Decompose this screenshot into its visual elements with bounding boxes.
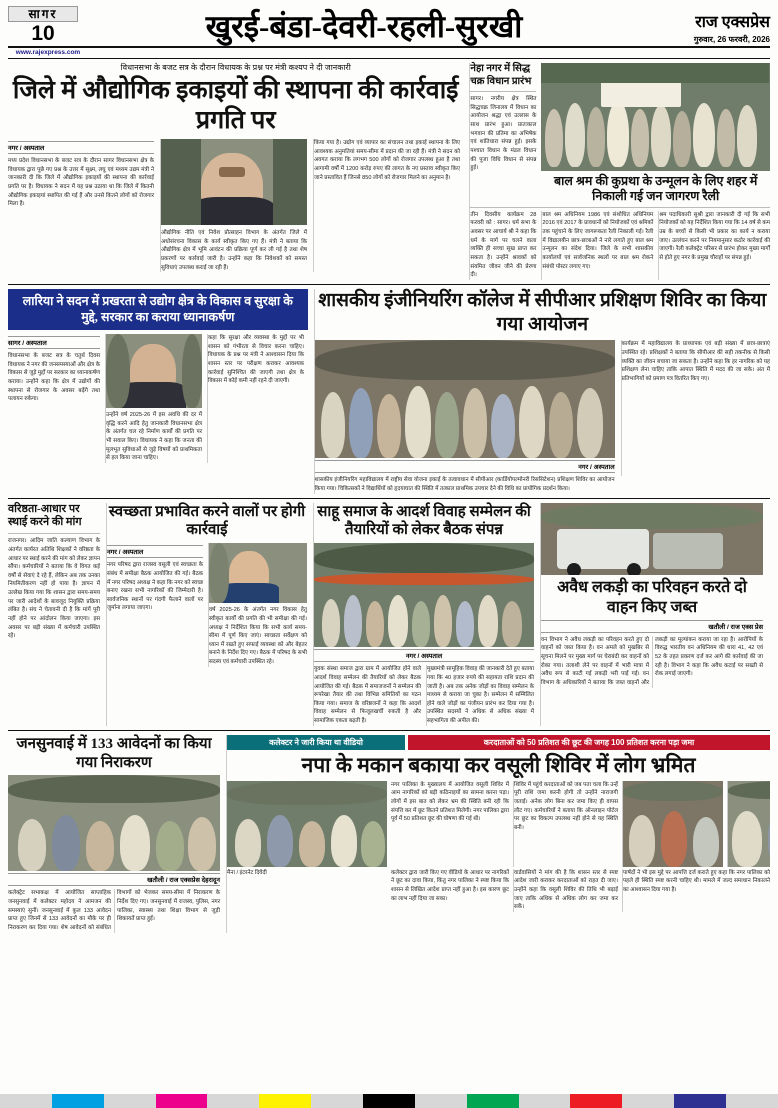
janasunwai-story xyxy=(8,735,220,933)
sahu-headline: साहू समाज के आदर्श विवाह सम्मेलन की तैयारियों को लेकर बैठक संपन्न xyxy=(317,503,531,539)
warishta-story xyxy=(8,503,100,726)
siddh-col1: सागर। नगरीय क्षेत्र स्थित सिद्धचक्र जिनालय में विधान का आयोजन श्रद्धा एवं उल्लास के साथ प्रारंभ हुआ। प्रातःकाल भगवान की प्रतिमा का अभिषेक एवं शांतिधारा संपन्न हुई। इसके पश्चात विधान के मंडल विधान की पूजा विधि विधान से संपन्न हुई। xyxy=(470,96,537,172)
avaidh-headline: अवैध लकड़ी का परिवहन करते दो वाहन किए जब्त xyxy=(557,578,747,616)
janasunwai-byline: खतौली / राज एक्सप्रेस देहरादून xyxy=(8,873,220,886)
lead-photo-minister xyxy=(161,139,307,225)
masthead xyxy=(8,6,770,48)
masthead-center xyxy=(78,11,650,44)
lariya-photo xyxy=(106,334,202,408)
rally-col2: बाल श्रम अधिनियम 1986 एवं संशोधित अधिनियम 2016 एवं 2017 के प्रावधानों को नियोजकों एवं श्रमिकों तक पहुंचाने के लिए जागरूकता रैली निकाली गई। रैली में विद्यालयीन छात्र-छात्राओं ने नारे लगाते हुए बाल श्रम उन्मूलन का संदेश दिया। जिले के सभी शासकीय कार्यालयों एवं सार्वजनिक स्थलों पर बाल श्रम रोकने संबंधी पोस्टर लगाए गए। xyxy=(542,211,654,270)
masthead-left xyxy=(8,6,78,44)
lariya-story xyxy=(8,289,308,494)
lead-kicker: विधानसभा के बजट सत्र के दौरान विधायक के प्रश्न पर मंत्री कश्यप ने दी जानकारी xyxy=(120,63,351,73)
cpr-headline: शासकीय इंजीनियरिंग कॉलेज में सीपीआर प्रशिक्षण शिविर का किया गया आयोजन xyxy=(318,289,767,335)
avaidh-story xyxy=(540,503,763,726)
cpr-col1: शासकीय इंजीनियरिंग महाविद्यालय में राष्ट्रीय सेवा योजना इकाई के तत्वावधान में सीपीआर (कार्डियोपल्मोनरी रिससिटेशन) प्रशिक्षण शिविर का आयोजन किया गया। चिकित्सकों ने विद्यार्थियों को हृदयाघात की स्थिति में तत्काल प्राथमिक उपचार देने की विधि का प्रायोगिक प्रदर्शन किया। xyxy=(314,477,615,493)
website-url[interactable]: www.rajexpress.com xyxy=(15,49,81,56)
napa-col4: वार्डवासियों ने मांग की है कि शासन स्तर से स्पष्ट आदेश जारी कराकर करदाताओं को राहत दी जाए। उन्होंने कहा कि वसूली शिविर की तिथि भी बढ़ाई जाए ताकि अधिक से अधिक लोग कर जमा कर सकें। xyxy=(514,869,618,911)
masthead-right xyxy=(650,14,770,44)
swachh-byline: नगर / अस्पताल xyxy=(107,545,203,558)
rally-col3: श्रम पदाधिकारी सुश्री द्वारा जानकारी दी गई कि सभी नियोजकों को यह निर्देशित किया गया कि 14 वर्ष से कम उम्र के बच्चों से किसी भी प्रकार का कार्य न कराया जाए। उल्लंघन करने पर नियमानुसार कठोर कार्रवाई की जाएगी। रैली कलेक्ट्रेट परिसर से प्रारंभ होकर मुख्य मार्गों से होते हुए नगर के प्रमुख चौराहों पर संपन्न हुई। xyxy=(659,211,771,261)
swachh-story xyxy=(106,503,307,726)
lead-story xyxy=(8,63,463,280)
masthead-subbar xyxy=(8,48,770,59)
siddh-story xyxy=(469,63,770,280)
cpr-photo xyxy=(315,340,615,458)
napa-col2: शिविर में पहुंचे करदाताओं को जब पता चला कि उन्हें पूरी राशि जमा करनी होगी तो उन्होंने नाराजगी जताई। अनेक लोग बिना कर जमा किए ही वापस लौट गए। कर्मचारियों ने बताया कि ऑनलाइन पोर्टल पर छूट का विकल्प उपलब्ध नहीं होने से यह स्थिति बनी। xyxy=(514,781,618,831)
cpr-byline: नगर / अस्पताल xyxy=(315,460,615,473)
sahu-story xyxy=(313,503,534,726)
napa-col1: नगर पालिका के मुख्यालय में आयोजित वसूली शिविर में आम नागरिकों को बड़ी कठिनाइयों का सामना करना पड़ा। लोगों में इस बात को लेकर भ्रम की स्थिति बनी रही कि संपत्ति कर में छूट कितने प्रतिशत मिलेगी। नगर पालिका द्वारा पूर्व में 50 प्रतिशत छूट की घोषणा की गई थी। xyxy=(391,781,509,823)
napa-photo-1 xyxy=(227,781,387,867)
sahu-col1: युवक संस्था समाज द्वारा ग्राम में आयोजित होने वाले आदर्श विवाह सम्मेलन की तैयारियों को लेकर बैठक आयोजित की गई। बैठक में समाजजनों ने सम्मेलन की रूपरेखा तैयार की तथा विभिन्न समितियों का गठन किया गया। समाज के वरिष्ठजनों ने कहा कि आदर्श विवाह सम्मेलन से फिजूलखर्ची रुकती है और सामाजिक एकता बढ़ती है। xyxy=(314,666,421,725)
napa-band-right: करदाताओं को 50 प्रतिशत की छूट की जगह 100 प्रतिशत करना पड़ा जमा xyxy=(408,735,770,750)
lariya-col3: कहा कि सुरक्षा और व्यवस्था के मुद्दों पर भी शासन को गंभीरता से विचार करना चाहिए। विधायक के प्रश्न पर मंत्री ने आश्वासन दिया कि शासन स्तर पर परीक्षण कराकर आवश्यक कार्रवाई सुनिश्चित की जाएगी तथा क्षेत्र के विकास में कोई कमी नहीं रहने दी जाएगी। xyxy=(208,335,304,385)
lariya-col2: उन्होंने वर्ष 2025-26 में इस अवधि की दर में वृद्धि करने आदि हेतु जानकारी विधानसभा क्षेत्र के अंतर्गत चल रहे निर्माण कार्यों की प्रगति पर भी सवाल किए। विधायक ने कहा कि जनता की मूलभूत सुविधाओं से जुड़े विषयों को प्राथमिकता से हल किया जाना चाहिए। xyxy=(106,412,202,462)
issue-date: गुरुवार, 26 फरवरी, 2026 xyxy=(693,34,770,44)
janasunwai-photo xyxy=(8,775,220,871)
rally-photo xyxy=(541,63,770,171)
napa-photo-3 xyxy=(728,781,770,867)
lead-col1: मध्य प्रदेश विधानसभा के बजट सत्र के दौरान सागर विधानसभा क्षेत्र के विधायक द्वारा पूछे गए प्रश्न के उत्तर में सूक्ष्म, लघु एवं मध्यम उद्यम मंत्री ने जानकारी दी कि जिले में औद्योगिक इकाइयों की स्थापना की कार्रवाई प्रगति पर है। विधायक ने सदन में यह प्रश्न उठाया था कि जिले में कितनी औद्योगिक इकाइयां स्थापित की गई हैं और उनसे कितने लोगों को रोजगार मिला है। xyxy=(8,158,154,208)
lead-byline: नगर / अस्पताल xyxy=(8,141,154,154)
janasunwai-headline: जनसुनवाई में 133 आवेदनों का किया गया निराकरण xyxy=(16,735,212,771)
swachh-col2: वर्ष 2025-26 के अंतर्गत नगर विकास हेतु स्वीकृत कार्यों की प्रगति की भी समीक्षा की गई। अध्यक्ष ने निर्देशित किया कि सभी कार्य समय-सीमा में पूर्ण किए जाएं। स्वच्छता सर्वेक्षण को ध्यान में रखते हुए सफाई व्यवस्था को और बेहतर बनाने के निर्देश दिए गए। बैठक में परिषद के सभी सदस्य एवं कर्मचारी उपस्थित रहे। xyxy=(209,607,307,666)
warishta-body: राजनगर। आदिम जाति कल्याण विभाग के अंतर्गत कार्यरत अतिथि शिक्षकों ने वरिष्ठता के आधार पर स्थाई करने की मांग को लेकर ज्ञापन सौंपा। कर्मचारियों ने बताया कि वे विगत कई वर्षों से सेवाएं दे रहे हैं, लेकिन अब तक उनका नियमितीकरण नहीं हो पाया है। ज्ञापन में उल्लेख किया गया कि शासन द्वारा समय-समय पर जारी आदेशों के बावजूद नियुक्ति प्रक्रिया लंबित है। संघ ने चेतावनी दी है कि मांगें पूरी नहीं होने पर आंदोलन किया जाएगा। इस अवसर पर बड़ी संख्या में कर्मचारी उपस्थित रहे। xyxy=(8,538,100,640)
sahu-photo xyxy=(314,543,534,647)
lead-col2: औद्योगिक नीति एवं निवेश प्रोत्साहन विभाग के अंतर्गत जिले में अधोसंरचना विकास के कार्य स्वीकृत किए गए हैं। मंत्री ने बताया कि औद्योगिक क्षेत्र में भूमि आवंटन की प्रक्रिया पूर्ण कर ली गई है तथा शेष प्रकरणों पर कार्रवाई जारी है। उन्होंने कहा कि निवेशकों को समस्त सुविधाएं उपलब्ध कराई जा रही हैं। xyxy=(161,230,307,271)
color-registration-bar xyxy=(0,1094,778,1108)
swachh-headline: स्वच्छता प्रभावित करने वालों पर होगी कार्रवाई xyxy=(108,503,306,539)
napa-photo-2 xyxy=(623,781,723,867)
edition-title: खुरई-बंडा-देवरी-रहली-सुरखी xyxy=(205,9,523,45)
lariya-banner: लारिया ने सदन में प्रखरता से उद्योग क्षेत्र के विकास व सुरक्षा के मुद्दे, सरकार का कराया ध्यानाकर्षण xyxy=(8,289,308,330)
napa-band-left: कलेक्टर ने जारी किया था वीडियो xyxy=(227,735,405,750)
siddh-subkicker: तीन दिवसीय कार्यक्रम 28 फरवरी को : सागर। धर्म सभा के अवसर पर आचार्य श्री ने कहा कि धर्म के मार्ग पर चलने वाला व्यक्ति ही सच्चा सुख प्राप्त कर सकता है। उन्होंने श्रावकों को संयमित जीवन जीने की प्रेरणा दी। xyxy=(470,211,537,279)
avaidh-body: वन विभाग ने अवैध लकड़ी का परिवहन करते हुए दो वाहनों को जब्त किया है। वन अमले को मुखबिर से सूचना मिलने पर मुख्य मार्ग पर घेराबंदी कर वाहनों को रोका गया। तलाशी लेने पर वाहनों में भारी मात्रा में अवैध रूप से काटी गई लकड़ी भरी पाई गई। वन विभाग के अधिकारियों ने बताया कि जब्त वाहनों और लकड़ी का मूल्यांकन कराया जा रहा है। आरोपियों के विरुद्ध भारतीय वन अधिनियम की धारा 41, 42 एवं 52 के तहत प्रकरण दर्ज कर आगे की कार्रवाई की जा रही है। विभाग ने कहा कि अवैध कटाई पर सख्ती से रोक लगाई जाएगी। xyxy=(541,636,763,686)
napa-col3: कलेक्टर द्वारा जारी किए गए वीडियो के आधार पर नागरिकों ने छूट का दावा किया, किंतु नगर पालिका ने स्पष्ट किया कि शासन से लिखित आदेश प्राप्त नहीं हुआ है। इस कारण छूट का लाभ नहीं दिया जा सका। xyxy=(391,869,509,902)
cpr-story xyxy=(314,289,770,494)
lariya-col1: विधानसभा के बजट सत्र के चतुर्थ दिवस विधायक ने नगर की जनसमस्याओं और क्षेत्र के विकास से जुड़े मुद्दों पर सरकार का ध्यानाकर्षण कराया। उन्होंने कहा कि क्षेत्र में उद्योगों की स्थापना से रोजगार के अवसर बढ़ेंगे तथा पलायन रुकेगा। xyxy=(8,353,100,403)
cpr-col2: कार्यक्रम में महाविद्यालय के प्राध्यापक एवं बड़ी संख्या में छात्र-छात्राएं उपस्थित रहे। प्रशिक्षकों ने बताया कि सीपीआर की सही तकनीक से किसी व्यक्ति का जीवन बचाया जा सकता है। उन्होंने कहा कि हर नागरिक को यह प्रशिक्षण लेना चाहिए ताकि आपात स्थिति में मदद की जा सके। अंत में प्रतिभागियों को प्रमाण पत्र वितरित किए गए। xyxy=(621,341,770,383)
rally-caption: बाल श्रम की कुप्रथा के उन्मूलन के लिए शहर में निकाली गई जन जागरण रैली xyxy=(554,174,758,203)
lead-col3: किया गया है। उद्योग एवं व्यापार का संचालन तथा इकाई स्थापना के लिए आवश्यक अनुमतियां समय-सीमा में प्रदान की जा रही हैं। मंत्री ने सदन को अवगत कराया कि लगभग 500 लोगों को रोजगार उपलब्ध हुआ है तथा आगामी वर्षों में 1200 करोड़ रुपए की लागत के नए प्रस्ताव स्वीकृत किए जाने प्रस्तावित हैं जिनसे 850 लोगों को रोजगार मिलने का अनुमान है। xyxy=(314,140,460,181)
napa-byline: मैना / इंटरनेट दिवेदी xyxy=(227,869,267,876)
edition-city: सागर xyxy=(8,6,78,22)
swachh-col1: नगर परिषद द्वारा राजस्व वसूली एवं स्वच्छता के संबंध में समीक्षा बैठक आयोजित की गई। बैठक में नगर परिषद अध्यक्ष ने कहा कि नगर को स्वच्छ बनाए रखना सभी नागरिकों की जिम्मेदारी है। सार्वजनिक स्थानों पर गंदगी फैलाने वालों पर जुर्माना लगाया जाएगा। xyxy=(107,562,203,612)
lariya-byline: सागर / अस्पताल xyxy=(8,336,100,349)
lead-headline: जिले में औद्योगिक इकाइयों की स्थापना की कार्रवाई प्रगति पर xyxy=(12,77,459,134)
napa-col5: पार्षदों ने भी इस मुद्दे पर आपत्ति दर्ज कराते हुए कहा कि नगर पालिका को पहले ही स्थिति स्पष्ट करनी चाहिए थी। मामले में जल्द समाधान निकालने का आश्वासन दिया गया है। xyxy=(623,869,770,893)
warishta-headline: वरिष्ठता-आधार पर स्थाई करने की मांग xyxy=(8,502,82,529)
page-number: 10 xyxy=(31,22,55,45)
avaidh-byline: खतौली / राज एक्स प्रेस xyxy=(541,620,763,633)
napa-story xyxy=(226,735,770,933)
sahu-byline: नगर / अस्पताल xyxy=(314,649,534,662)
napa-headline: नपा के मकान बकाया कर वसूली शिविर में लोग भ्रमित xyxy=(301,752,696,777)
siddh-kicker: नेहा नगर में सिद्ध चक्र विधान प्रारंभ xyxy=(470,63,532,87)
janasunwai-body: कलेक्ट्रेट सभाकक्ष में आयोजित साप्ताहिक जनसुनवाई में कलेक्टर महोदय ने आमजन की समस्याएं सुनीं। जनसुनवाई में कुल 133 आवेदन प्राप्त हुए जिनमें से 133 आवेदनों का मौके पर ही निराकरण कर दिया गया। शेष आवेदनों को संबंधित विभागों को भेजकर समय-सीमा में निराकरण के निर्देश दिए गए। जनसुनवाई में राजस्व, पुलिस, नगर पालिका, स्वास्थ्य तथा शिक्षा विभाग से जुड़ी शिकायतें प्राप्त हुईं। xyxy=(8,890,220,931)
swachh-photo xyxy=(209,543,307,603)
brand-name: राज एक्सप्रेस xyxy=(695,14,770,32)
avaidh-photo xyxy=(541,503,763,575)
sahu-col2: मुख्यमंत्री सामूहिक विवाह की जानकारी देते हुए बताया गया कि 40 हजार रुपये की सहायता राशि प्रदान की जाती है। अब तक अनेक जोड़ों का विवाह सम्मेलन के माध्यम से कराया जा चुका है। सम्मेलन में सम्मिलित होने वाले जोड़ों का पंजीयन प्रारंभ कर दिया गया है। उपस्थित सदस्यों ने अधिक से अधिक संख्या में सहभागिता की अपील की। xyxy=(427,666,534,725)
